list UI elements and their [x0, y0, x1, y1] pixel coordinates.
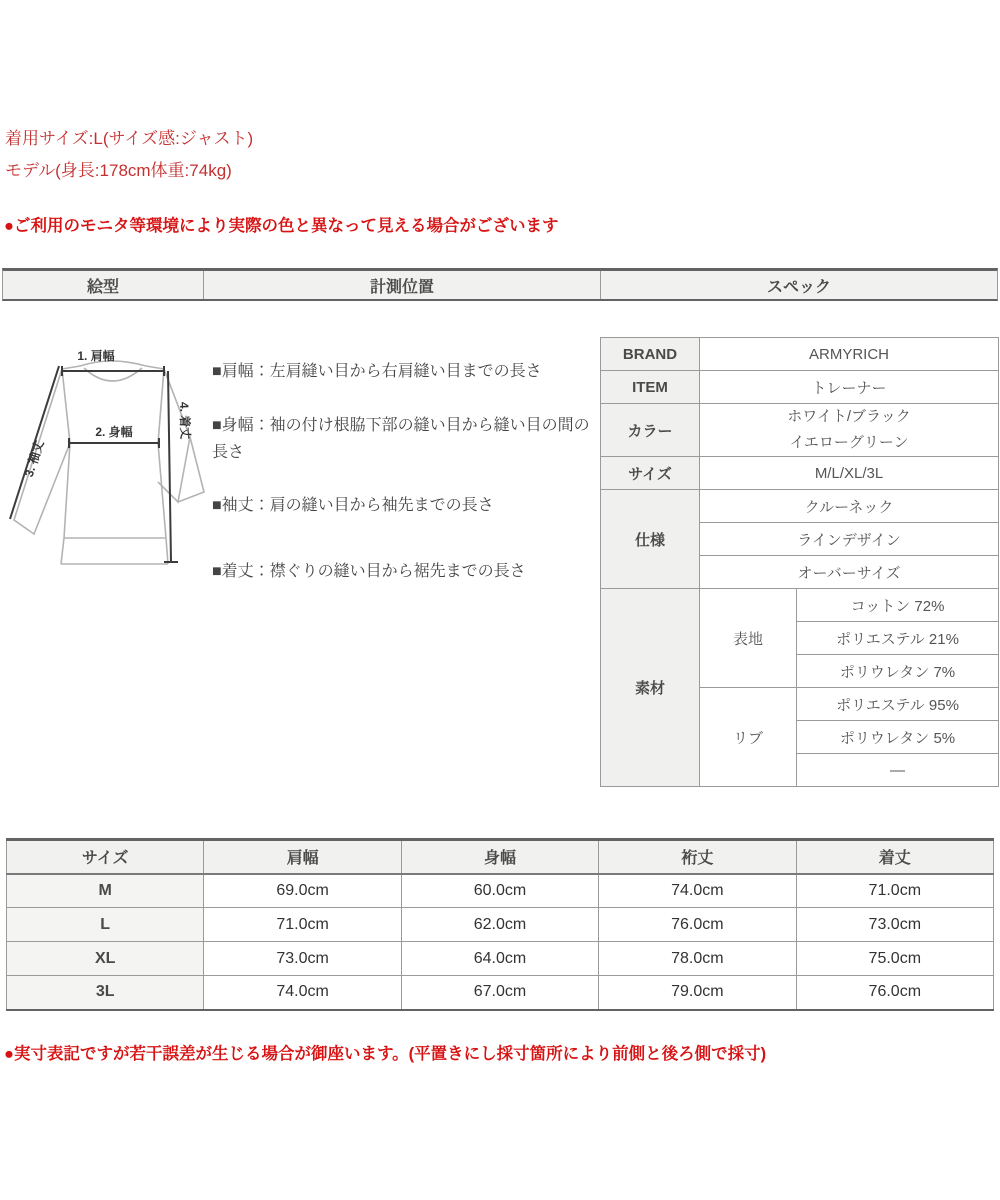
spec-outer-2: ポリエステル 21%	[797, 622, 999, 655]
monitor-color-note: ●ご利用のモニタ等環境により実際の色と異なって見える場合がございます	[4, 217, 559, 235]
value-cell: 62.0cm	[401, 908, 598, 942]
model-info-text: モデル(身長:178cm体重:74kg)	[5, 161, 232, 180]
size-chart-header-shoulder: 肩幅	[204, 840, 401, 874]
figure-label-sleeve: 3. 袖丈	[21, 438, 47, 479]
section-header-row	[2, 268, 998, 301]
figure-label-length: 4. 着丈	[177, 401, 193, 440]
spec-value-item: トレーナー	[700, 371, 999, 404]
value-cell: 79.0cm	[599, 976, 796, 1010]
spec-row-material	[601, 589, 999, 622]
spec-rib-1: ポリエステル 95%	[797, 688, 999, 721]
garment-figure	[8, 342, 208, 582]
size-chart-header-size: サイズ	[7, 840, 204, 874]
spec-color-line1: ホワイト/ブラック	[787, 408, 911, 425]
spec-color-line2: イエローグリーン	[789, 434, 909, 451]
spec-label-color: カラー	[601, 404, 700, 457]
size-cell: M	[7, 874, 204, 908]
spec-feature-3: オーバーサイズ	[700, 556, 999, 589]
value-cell: 69.0cm	[204, 874, 401, 908]
spec-outer-1: コットン 72%	[797, 589, 999, 622]
spec-rib-3: —	[797, 754, 999, 787]
spec-label-rib: リブ	[700, 688, 797, 787]
spec-rib-2: ポリウレタン 5%	[797, 721, 999, 754]
actual-size-note: ●実寸表記ですが若干誤差が生じる場合が御座います。(平置きにし採寸箇所により前側と後ろ側で採寸)	[4, 1045, 767, 1063]
measure-item-body-width: ■身幅：袖の付け根脇下部の縫い目から縫い目の間の長さ	[212, 417, 590, 461]
size-cell: 3L	[7, 976, 204, 1010]
garment-outline	[14, 361, 204, 564]
figure-label-shoulder: 1. 肩幅	[77, 349, 115, 363]
size-chart-header-row	[7, 840, 994, 874]
spec-row-feature	[601, 490, 999, 523]
size-cell: XL	[7, 942, 204, 976]
measure-item-shoulder: ■肩幅：左肩縫い目から右肩縫い目までの長さ	[212, 363, 542, 380]
value-cell: 76.0cm	[796, 976, 993, 1010]
measure-item-length: ■着丈：襟ぐりの縫い目から裾先までの長さ	[212, 563, 526, 580]
spec-label-material: 素材	[601, 589, 700, 787]
value-cell: 71.0cm	[204, 908, 401, 942]
spec-label-item: ITEM	[601, 371, 700, 404]
spec-value-size: M/L/XL/3L	[700, 457, 999, 490]
value-cell: 74.0cm	[599, 874, 796, 908]
measure-item-sleeve: ■袖丈：肩の縫い目から袖先までの長さ	[212, 497, 494, 514]
size-chart-header-sleeve: 裄丈	[599, 840, 796, 874]
spec-feature-2: ラインデザイン	[700, 523, 999, 556]
spec-label-outer-fabric: 表地	[700, 589, 797, 688]
value-cell: 75.0cm	[796, 942, 993, 976]
section-header-figure: 絵型	[3, 271, 204, 299]
figure-labels	[21, 348, 193, 479]
value-cell: 74.0cm	[204, 976, 401, 1010]
size-chart-header-length: 着丈	[796, 840, 993, 874]
spec-feature-1: クルーネック	[700, 490, 999, 523]
spec-outer-3: ポリウレタン 7%	[797, 655, 999, 688]
spec-row-color	[601, 404, 999, 457]
spec-label-feature: 仕様	[601, 490, 700, 589]
value-cell: 76.0cm	[599, 908, 796, 942]
spec-label-size: サイズ	[601, 457, 700, 490]
spec-table	[600, 337, 998, 787]
section-header-measure-position: 計測位置	[204, 271, 601, 299]
size-cell: L	[7, 908, 204, 942]
table-row	[7, 874, 994, 908]
value-cell: 67.0cm	[401, 976, 598, 1010]
value-cell: 64.0cm	[401, 942, 598, 976]
table-row	[7, 976, 994, 1010]
section-header-spec: スペック	[766, 278, 831, 296]
spec-label-brand: BRAND	[601, 338, 700, 371]
value-cell: 71.0cm	[796, 874, 993, 908]
spec-value-color	[700, 404, 999, 457]
table-row	[7, 942, 994, 976]
value-cell: 73.0cm	[204, 942, 401, 976]
spec-value-brand: ARMYRICH	[700, 338, 999, 371]
spec-row-item	[601, 371, 999, 404]
value-cell: 78.0cm	[599, 942, 796, 976]
size-chart-table	[6, 838, 994, 1011]
table-row	[7, 908, 994, 942]
spec-row-brand	[601, 338, 999, 371]
figure-label-body-width: 2. 身幅	[95, 425, 133, 439]
value-cell: 73.0cm	[796, 908, 993, 942]
size-chart-header-body-width: 身幅	[401, 840, 598, 874]
measurement-descriptions	[212, 340, 598, 600]
value-cell: 60.0cm	[401, 874, 598, 908]
spec-row-size	[601, 457, 999, 490]
wear-size-text: 着用サイズ:L(サイズ感:ジャスト)	[5, 129, 254, 148]
